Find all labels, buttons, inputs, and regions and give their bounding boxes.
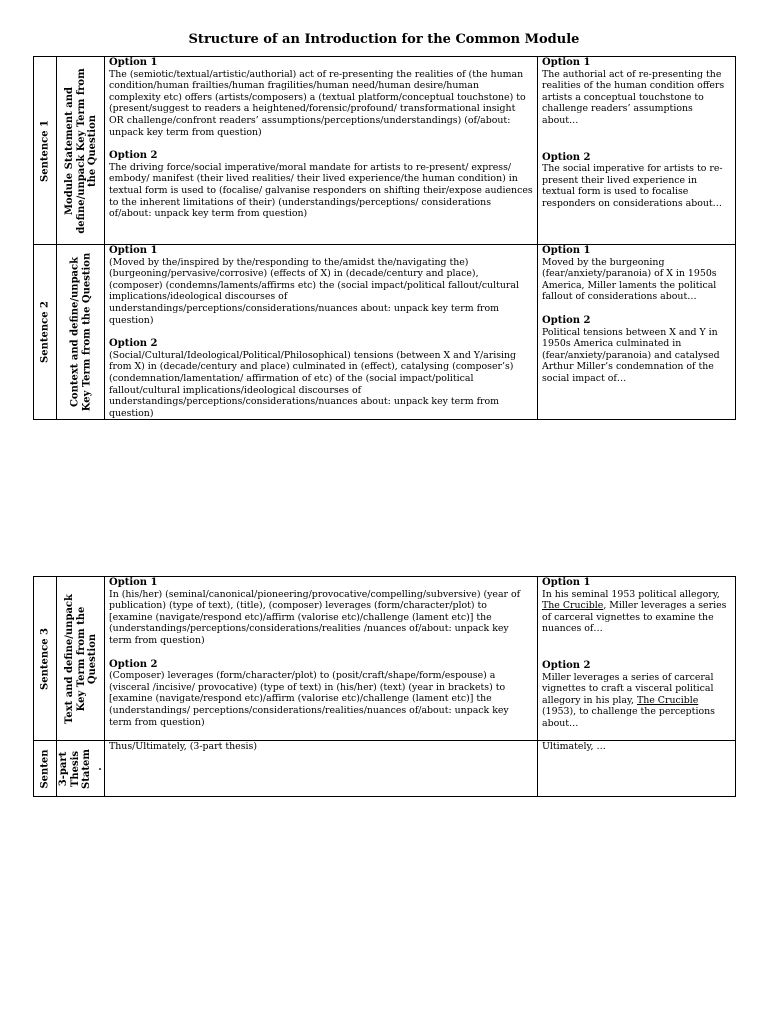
introduction-table-lower — [33, 576, 736, 797]
example-cell — [538, 57, 736, 245]
example-text: In his seminal 1953 political allegory, The Crucible, Miller leverages a series of carceral vignettes to examine the nuances of… — [542, 588, 727, 635]
example-text: Miller leverages a series of carceral vignettes to craft a visceral political allegory in his play, The Crucible (1953), to challenge the perceptions about… — [542, 671, 715, 729]
table-row-sentence-2 — [34, 245, 736, 420]
example-heading: Option 2 — [542, 659, 591, 671]
example-cell — [538, 245, 736, 420]
example-cell — [538, 577, 736, 741]
option-heading: Option 1 — [109, 577, 158, 588]
example-cell — [538, 741, 736, 797]
option-heading: Option 1 — [109, 57, 158, 68]
page-title: Structure of an Introduction for the Common Module — [188, 32, 580, 47]
option-text: The driving force/social imperative/moral mandate for artists to re-present/ express/ embody/ manifest (their lived realities/ their lived experience/the human condition) in textual form is used to (focalise/ galvanise responders on shifting their/expose audiences to the inherent limitations of their) (understandings/perceptions/ considerations of/about: unpack key term from question) — [109, 161, 533, 220]
introduction-table-upper — [33, 56, 736, 420]
example-text: Political tensions between X and Y in 1950s America culminated in (fear/anxiety/paranoia) and catalysed Arthur Miller’s condemnation of the social impact of… — [542, 326, 720, 384]
text-title: The Crucible — [542, 600, 604, 612]
example-text: Moved by the burgeoning (fear/anxiety/paranoia) of X in 1950s America, Miller laments the political fallout of considerations about… — [542, 256, 717, 303]
example-heading: Option 1 — [542, 245, 591, 256]
option-heading: Option 1 — [109, 245, 158, 256]
focus-label-cell — [57, 577, 105, 741]
focus-label-cell — [57, 245, 105, 420]
sentence-label: Senten — [39, 748, 51, 789]
example-heading: Option 1 — [542, 577, 591, 588]
thesis-template: Thus/Ultimately, (3-part thesis) — [109, 741, 258, 752]
example-heading: Option 1 — [542, 57, 591, 68]
option-text: In (his/her) (seminal/canonical/pioneering/provocative/compelling/subversive) (year of publication) (type of text), (title), (composer) leverages (form/character/plot) to [examine (navigate/respond etc)/affirm (valorise etc)/challenge (lament etc)] the (understandings/perceptions/considerations/realities /nuances of/about: unpack key term from question) — [109, 588, 521, 646]
thesis-example: Ultimately, … — [542, 741, 606, 752]
option-text: (Composer) leverages (form/character/plot) to (posit/craft/shape/form/espouse) a (visceral /incisive/ provocative) (type of text) in (his/her) (text) (year in brackets) to [examine (navigate/respond etc)/affirm (valorise etc)/challenge (lament etc)] the (understandings/ perceptions/considerations/realities/nuances of/about: unpack key term from question) — [109, 670, 509, 728]
option-heading: Option 2 — [109, 658, 158, 670]
sentence-label-cell — [34, 245, 57, 420]
text-title: The Crucible — [636, 694, 699, 706]
option-heading: Option 2 — [109, 150, 158, 162]
option-text: (Moved by the/inspired by the/responding to the/amidst the/navigating the) (burgeoning/pervasive/corrosive) (effects of X) in (decade/century and place), (composer) (condemns/laments/affirms etc) the (social impact/political fallout/cultural implications/ideological discourses of understandings/perceptions/considerations/nuances about: unpack key term from question) — [109, 256, 519, 326]
template-cell — [105, 57, 538, 245]
focus-label: Text and define/unpack Key Term from the Question — [63, 593, 98, 724]
table-row-thesis — [34, 741, 736, 797]
sentence-label: Sentence 1 — [39, 119, 51, 182]
example-text: The authorial act of re-presenting the realities of the human condition offers artists a conceptual touchstone to challenge readers’ assumptions about… — [542, 68, 725, 126]
example-heading: Option 2 — [542, 151, 591, 163]
focus-label-cell — [57, 741, 105, 797]
focus-label: 3-part Thesis Statem . — [57, 748, 103, 789]
option-heading: Option 2 — [109, 338, 158, 350]
sentence-label: Sentence 2 — [39, 301, 51, 364]
table-row-sentence-1 — [34, 57, 736, 245]
template-cell — [105, 245, 538, 420]
focus-label-cell — [57, 57, 105, 245]
option-text: (Social/Cultural/Ideological/Political/Philosophical) tensions (between X and Y/arising from X) in (decade/century and place) culminated in (effect), catalysing (composer’s) (condemnation/lamentation/ affirmation of etc) of the (social impact/political fallout/cultural implications/ideological discourses of understandings/perceptions/considerations/nuances about: unpack key term from question) — [109, 349, 517, 419]
table-row-sentence-3 — [34, 577, 736, 741]
example-text: The social imperative for artists to re-present their lived experience in textual form is used to focalise responders on considerations about… — [542, 163, 723, 209]
sentence-label-cell — [34, 57, 57, 245]
option-text: The (semiotic/textual/artistic/authorial) act of re-presenting the realities of (the human condition/human frailties/human fragilities/human need/human desire/human complexity etc) offers (artists/composers) a (textual platform/conceptual touchstone) to (present/suggest to readers a heightened/forensic/profound/ transformational insight OR challenge/confront readers’ assumptions/perceptions/understandings) (of/about: unpack key term from question) — [109, 68, 526, 138]
example-heading: Option 2 — [542, 314, 591, 326]
template-cell — [105, 741, 538, 797]
template-cell — [105, 577, 538, 741]
focus-label: Context and define/unpack Key Term from the Question — [69, 252, 92, 412]
sentence-label-cell — [34, 741, 57, 797]
focus-label: Module Statement and define/unpack Key Term from the Question — [63, 67, 98, 234]
sentence-label: Sentence 3 — [39, 627, 51, 690]
sentence-label-cell — [34, 577, 57, 741]
